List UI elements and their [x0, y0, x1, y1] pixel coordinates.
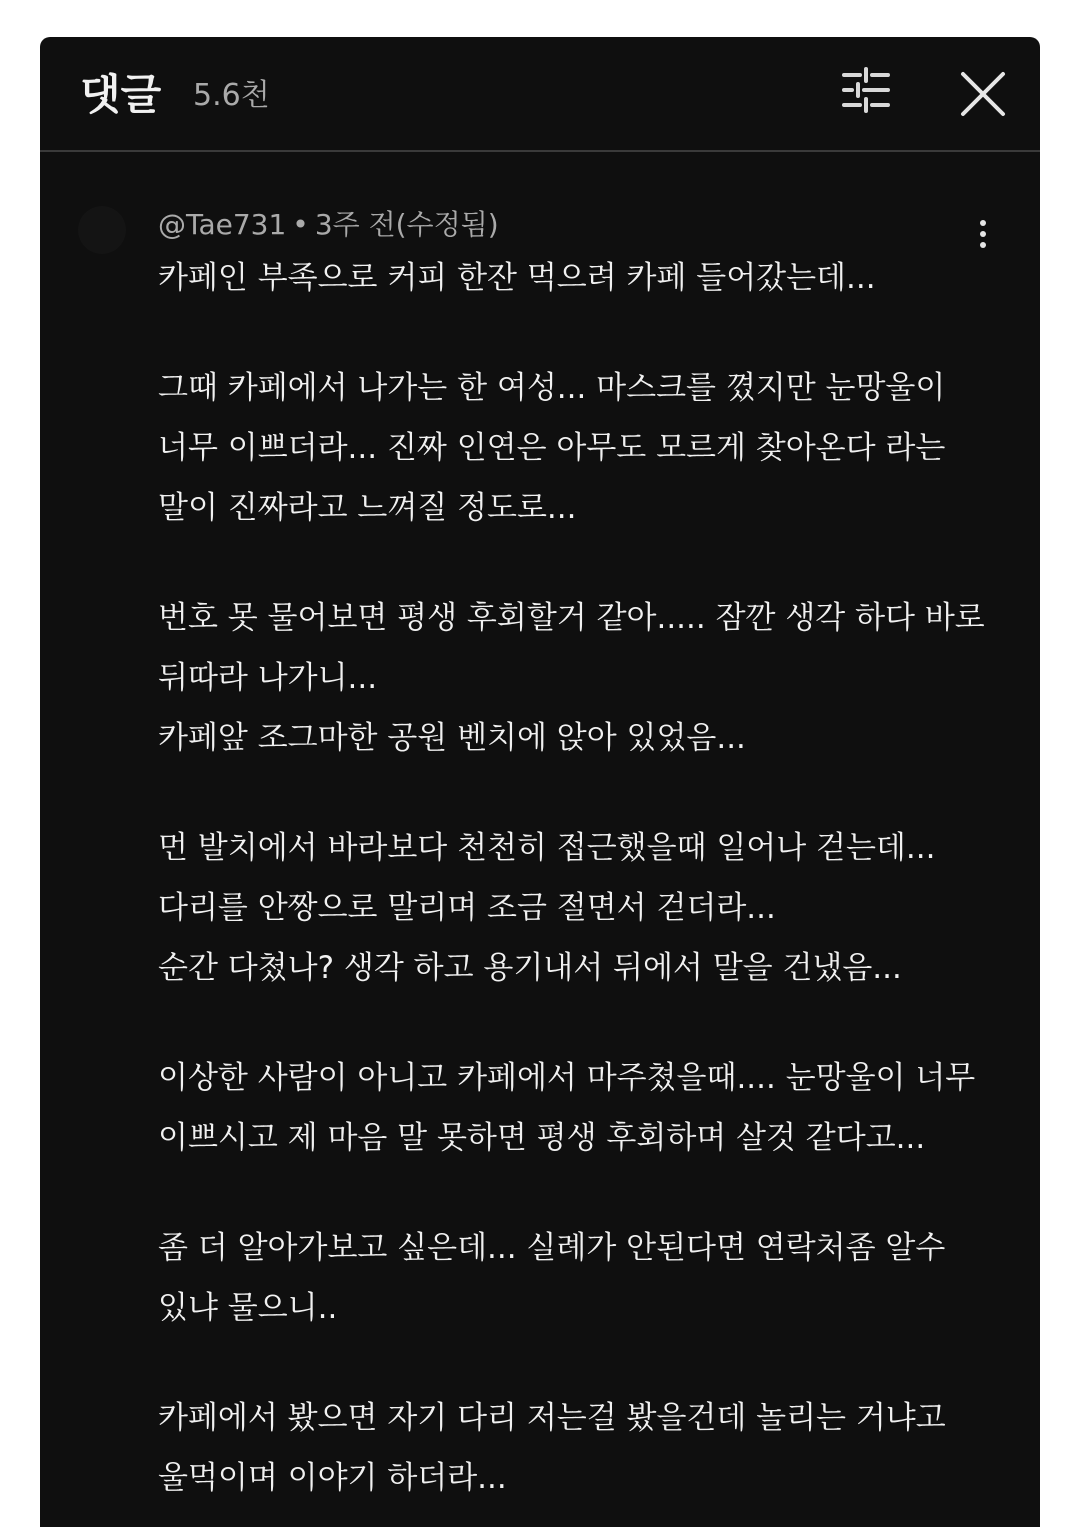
close-icon [956, 67, 1010, 121]
comment-paragraph: 카페인 부족으로 커피 한잔 먹으려 카페 들어갔는데... [158, 260, 876, 296]
close-button[interactable] [956, 67, 1010, 121]
comment-paragraph: 번호 못 물어보면 평생 후회할거 같아..... 잠깐 생각 하다 바로 뒤따라 나가니... 카페앞 조그마한 공원 벤치에 앉아 있었음... [158, 600, 985, 756]
comment-paragraph: 카페에서 봤으면 자기 다리 저는걸 봤을건데 놀리는 거냐고 울먹이며 이야기 하더라... [158, 1400, 946, 1496]
comment-paragraph: 그때 카페에서 나가는 한 여성... 마스크를 꼈지만 눈망울이 너무 이쁘더라... 진짜 인연은 아무도 모르게 찾아온다 라는 말이 진짜라고 느껴질 정도로... [158, 370, 946, 526]
comment-paragraph: 먼 발치에서 바라보다 천천히 접근했을때 일어나 걷는데... 다리를 안짱으로 말리며 조금 절면서 걷더라... 순간 다쳤나? 생각 하고 용기내서 뒤에서 말을 건냈음... [158, 830, 936, 986]
sort-icon [838, 65, 894, 115]
comment-paragraph: 좀 더 알아가보고 싶은데... 실례가 안된다면 연락처좀 알수 있냐 물으니.. [158, 1230, 946, 1326]
comments-panel [40, 37, 1040, 1527]
comments-header [40, 37, 1040, 152]
comment-meta [158, 208, 499, 242]
comment-time: 3주 전(수정됨) [314, 208, 499, 241]
comments-count: 5.6천 [193, 78, 270, 113]
meta-separator: • [292, 208, 309, 241]
comment-paragraph: 이상한 사람이 아니고 카페에서 마주쳤을때.... 눈망울이 너무 이쁘시고 제 마음 말 못하면 평생 후회하며 살것 같다고... [158, 1060, 976, 1156]
comments-title: 댓글 [80, 70, 162, 119]
sort-button[interactable] [838, 65, 894, 115]
avatar[interactable] [78, 206, 126, 254]
comment-author[interactable]: @Tae731 [158, 208, 287, 241]
comment-text [158, 248, 988, 1508]
